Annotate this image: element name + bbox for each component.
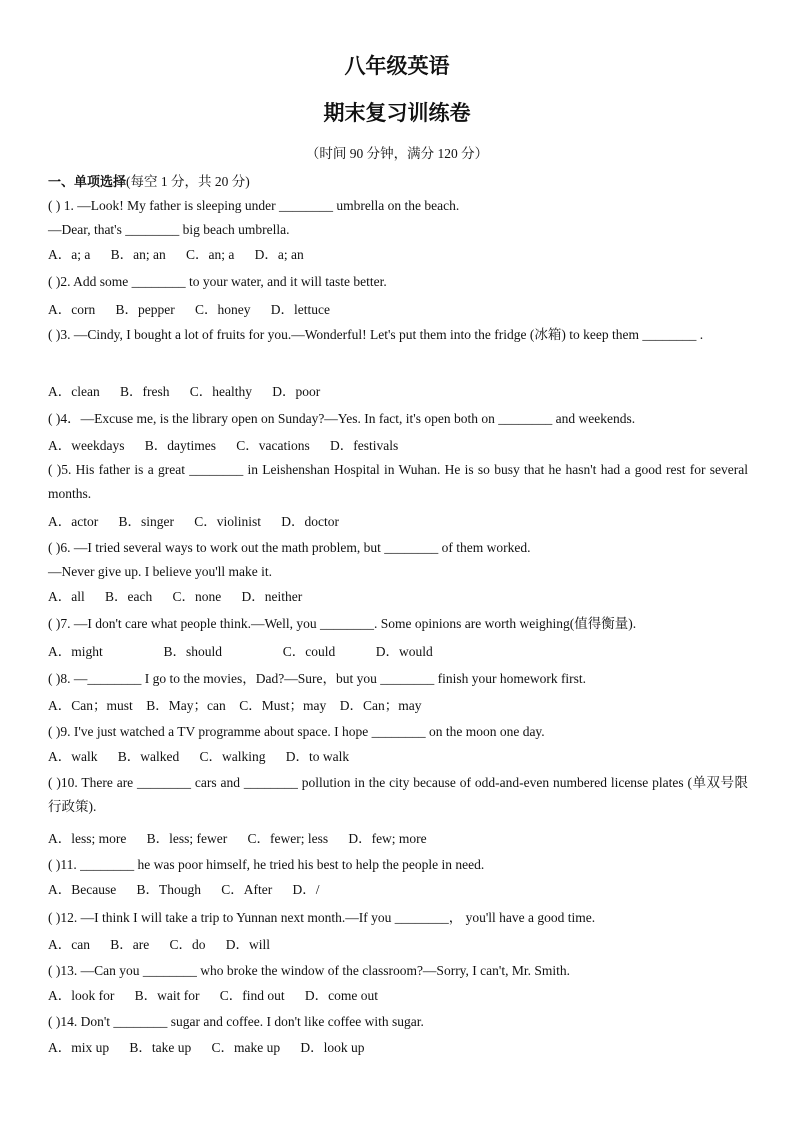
question-11-options: A．Because B．Though C．After D．/	[48, 882, 320, 897]
question-2-options: A．corn B．pepper C．honey D．lettuce	[48, 302, 330, 317]
question-13-line-1: ( )13. —Can you ________ who broke the window of the classroom?—Sorry, I can't, Mr. Smith.	[48, 963, 570, 978]
question-8-options: A．Can；must B．May；can C．Must；may D．Can；may	[48, 698, 422, 713]
question-10-options: A．less; more B．less; fewer C．fewer; less D．few; more	[48, 831, 427, 846]
question-5-line-1: ( )5. His father is a great ________ in Leishenshan Hospital in Wuhan. He is so busy that he hasn't had a good rest for several months.	[48, 462, 748, 501]
question-13-options: A．look for B．wait for C．find out D．come out	[48, 988, 378, 1003]
question-7-line-1: ( )7. —I don't care what people think.—Well, you ________. Some opinions are worth weighing(值得衡量).	[48, 616, 637, 631]
question-6-options: A．all B．each C．none D．neither	[48, 589, 303, 604]
question-4-options: A．weekdays B．daytimes C．vacations D．festivals	[48, 438, 399, 453]
question-1-line-2: —Dear, that's ________ big beach umbrella.	[48, 222, 290, 237]
question-9-options: A．walk B．walked C．walking D．to walk	[48, 749, 350, 764]
section-title: 一、单项选择	[48, 175, 127, 190]
question-7-options: A．might B．should C．could D．would	[48, 644, 433, 659]
time-info: （时间 90 分钟，满分 120 分）	[305, 146, 489, 161]
question-2-line-1: ( )2. Add some ________ to your water, and it will taste better.	[48, 274, 387, 289]
question-14-line-1: ( )14. Don't ________ sugar and coffee. I don't like coffee with sugar.	[48, 1014, 424, 1029]
question-14-options: A．mix up B．take up C．make up D．look up	[48, 1040, 365, 1055]
question-3-line-1: ( )3. —Cindy, I bought a lot of fruits for you.—Wonderful! Let's put them into the fridge (冰箱) to keep them ________ .	[48, 327, 704, 342]
question-3-options: A．clean B．fresh C．healthy D．poor	[48, 384, 321, 399]
question-10-line-1: ( )10. There are ________ cars and ________ pollution in the city because of odd-and-even numbered license plates (单双号限行政策).	[48, 775, 748, 814]
question-11-line-1: ( )11. ________ he was poor himself, he tried his best to help the people in need.	[48, 857, 485, 872]
section-note: (每空 1 分，共 20 分)	[126, 174, 250, 189]
question-12-line-1: ( )12. —I think I will take a trip to Yunnan next month.—If you ________， you'll have a good time.	[48, 910, 596, 925]
question-6-line-1: ( )6. —I tried several ways to work out the math problem, but ________ of them worked.	[48, 540, 531, 555]
question-1-options: A．a; a B．an; an C．an; a D．a; an	[48, 247, 304, 262]
question-6-line-2: —Never give up. I believe you'll make it.	[48, 564, 272, 579]
question-1-line-1: ( ) 1. —Look! My father is sleeping under ________ umbrella on the beach.	[48, 198, 460, 213]
question-12-options: A．can B．are C．do D．will	[48, 937, 270, 952]
section-heading	[48, 170, 250, 190]
page-subtitle: 期末复习训练卷	[323, 101, 471, 125]
question-9-line-1: ( )9. I've just watched a TV programme about space. I hope ________ on the moon one day.	[48, 724, 545, 739]
question-4-line-1: ( )4．—Excuse me, is the library open on Sunday?—Yes. In fact, it's open both on ________ and weekends.	[48, 411, 636, 426]
question-5-options: A．actor B．singer C．violinist D．doctor	[48, 514, 339, 529]
question-8-line-1: ( )8. —________ I go to the movies，Dad?—Sure，but you ________ finish your homework first.	[48, 671, 587, 686]
page-title: 八年级英语	[344, 54, 450, 78]
